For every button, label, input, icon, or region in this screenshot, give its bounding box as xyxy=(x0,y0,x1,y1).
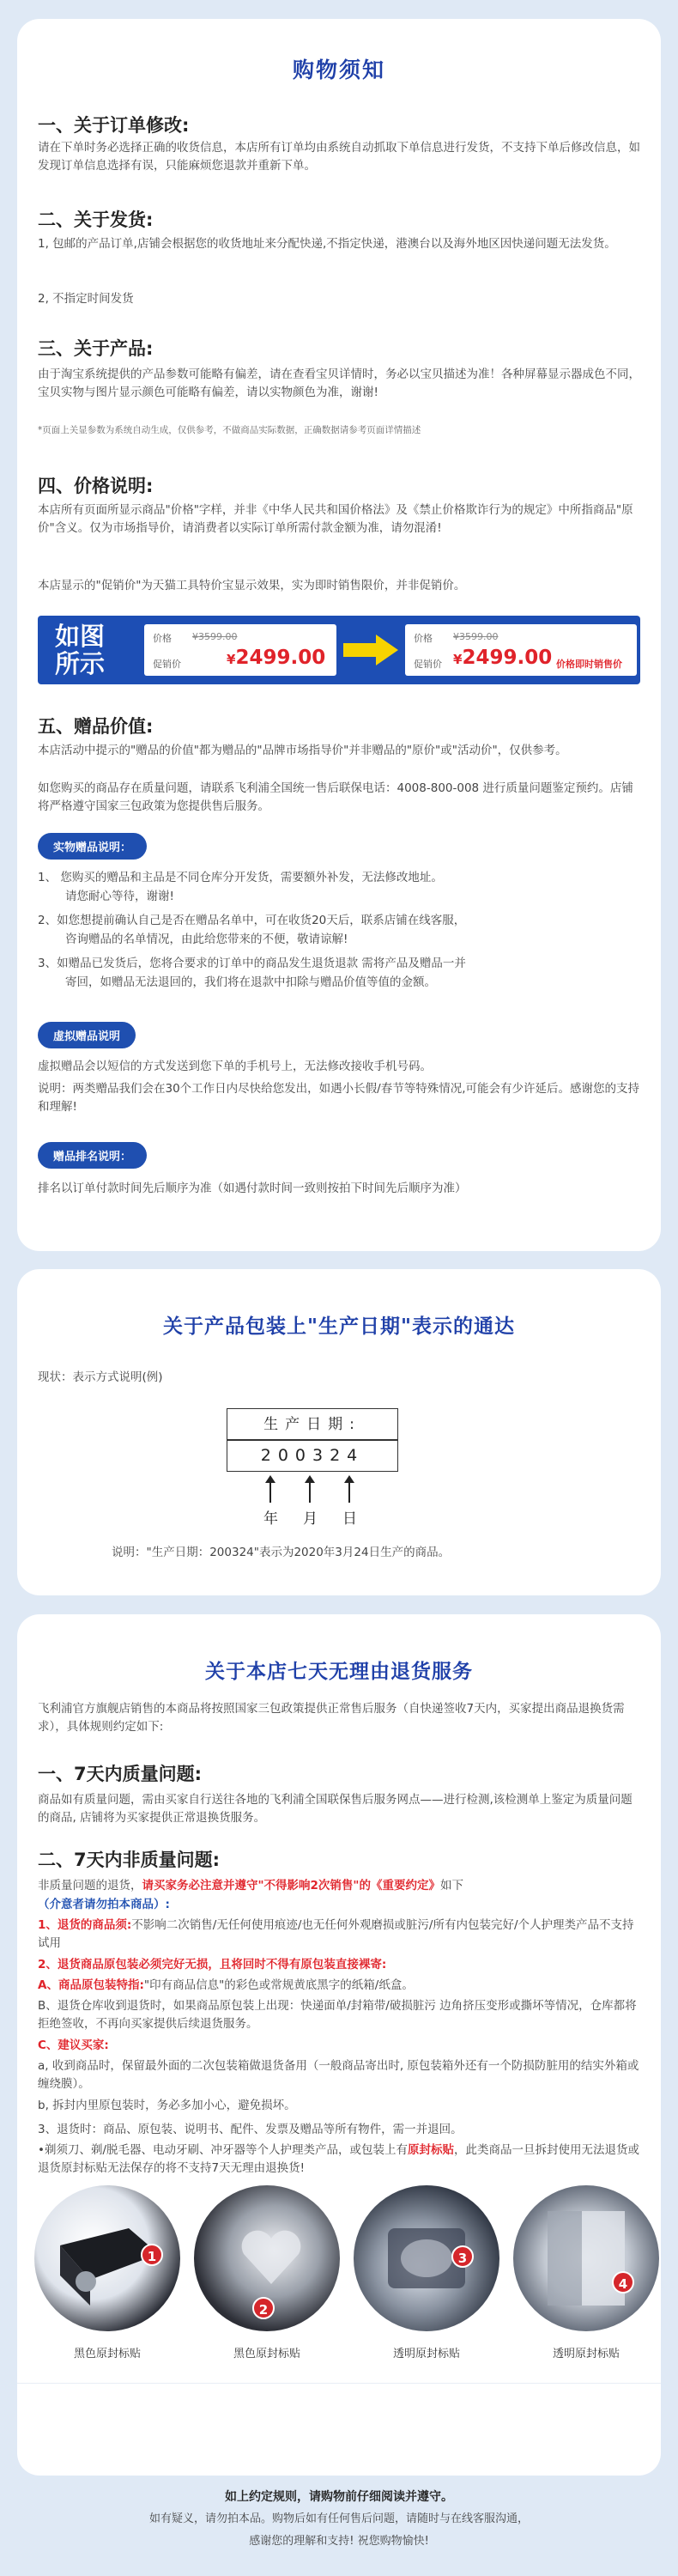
physical-gift-pill: 实物赠品说明： xyxy=(38,833,147,860)
rule-c-b: b, 拆封内里原包装时，务必多加小心，避免损坏。 xyxy=(38,2099,296,2112)
rule-b: B、退货仓库收到退货时，如果商品原包装上出现：快递面单/封箱带/破损脏污 边角挤压变形或撕坏等情况，仓库都将拒绝签收，不再向买家提供后续退货服务。 xyxy=(38,1999,637,2031)
promo-label-2: 促销价 xyxy=(414,659,442,670)
non-quality-heading: 二、7天内非质量问题: xyxy=(38,1850,221,1870)
physical-gift-line-3: 3、如赠品已发货后，您将合要求的订单中的商品发生退货退款 需将产品及赠品一并 xyxy=(38,957,466,970)
day-label: 日 xyxy=(342,1510,357,1528)
production-date-label-box: 生产日期: xyxy=(227,1408,398,1441)
month-label: 月 xyxy=(303,1510,318,1528)
physical-gift-line-1: 1、 您购买的赠品和主品是不同仓库分开发货，需要额外补发，无法修改地址。 xyxy=(38,871,443,884)
production-date-explain: 说明："生产日期：200324"表示为2020年3月24日生产的商品。 xyxy=(112,1546,451,1559)
promo-label: 促销价 xyxy=(153,659,181,670)
physical-gift-line-2b: 咨询赠品的名单情况，由此给您带来的不便，敬请谅解! xyxy=(65,933,348,946)
shipping-line-2: 2, 不指定时间发货 xyxy=(38,292,134,306)
banner-big-text: 如图所示 xyxy=(54,622,105,678)
production-date-title: 关于产品包装上"生产日期"表示的通达 xyxy=(163,1315,515,1338)
seal-photo-4 xyxy=(513,2185,659,2331)
price-heading: 四、价格说明: xyxy=(38,476,154,496)
photo-caption-4: 透明原封标贴 xyxy=(552,2348,620,2360)
production-date-value-box: 200324 xyxy=(227,1439,398,1472)
shipping-heading: 二、关于发货: xyxy=(38,210,154,230)
quality-issue-heading: 一、7天内质量问题: xyxy=(38,1764,203,1784)
product-body: 由于淘宝系统提供的产品参数可能略有偏差，请在查看宝贝详情时，务必以宝贝描述为准！各种屏幕显示器成色不同，宝贝实物与图片显示颜色可能略有偏差，请以实物颜色为准，谢谢! xyxy=(38,368,640,399)
photo-caption-3: 透明原封标贴 xyxy=(392,2348,460,2360)
returns-intro: 飞利浦官方旗舰店销售的本商品将按照国家三包政策提供正常售后服务（自快递签收7天内，买家提出商品退换货需求），具体规则约定如下: xyxy=(38,1702,625,1734)
transparent-seal-edge-icon xyxy=(539,2202,633,2314)
gift-value-body-1: 本店活动中提示的"赠品的价值"都为赠品的"品牌市场指导价"并非赠品的"原价"或"活动价"，仅供参考。 xyxy=(38,744,567,757)
physical-gift-line-1b: 请您耐心等待，谢谢! xyxy=(65,890,174,903)
rule-a: A、商品原包装特指:"印有商品信息"的彩色或常规黄底黑字的纸箱/纸盒。 xyxy=(38,1978,414,1992)
gift-ranking-pill: 赠品排名说明： xyxy=(38,1142,147,1169)
notice-title: 购物须知 xyxy=(292,58,385,82)
photo-number-4: 4 xyxy=(612,2271,634,2293)
seal-photo-3 xyxy=(354,2185,499,2331)
photo-number-2: 2 xyxy=(252,2297,275,2319)
promo-price-2: ¥2499.00 xyxy=(453,647,553,669)
rule-3: 3、退货时：商品、原包装、说明书、配件、发票及赠品等所有物件，需一并退回。 xyxy=(38,2123,463,2136)
photo-caption-2: 黑色原封标贴 xyxy=(233,2348,300,2360)
heart-box-icon xyxy=(237,2228,306,2288)
orig-price: ¥3599.00 xyxy=(192,631,238,642)
photo-number-3: 3 xyxy=(451,2245,474,2268)
order-modification-body: 请在下单时务必选择正确的收货信息，本店所有订单均由系统自动抓取下单信息进行发货，不支持下单后修改信息，如发现订单信息选择有误，只能麻烦您退款并重新下单。 xyxy=(38,141,640,173)
day-arrow xyxy=(348,1482,350,1503)
non-quality-intro: 非质量问题的退货，请买家务必注意并遵守"不得影响2次销售"的《重要约定》如下 xyxy=(38,1879,463,1893)
photo-caption-1: 黑色原封标贴 xyxy=(73,2348,141,2360)
rule-c-a: a, 收到商品时，保留最外面的二次包装箱做退货备用（一般商品寄出时, 原包装箱外还有一个防损防脏用的结实外箱或缠绕膜）。 xyxy=(38,2059,639,2091)
price-box-left xyxy=(144,624,336,676)
virtual-gift-line-1: 虚拟赠品会以短信的方式发送到您下单的手机号上，无法修改接收手机号码。 xyxy=(38,1060,432,1073)
gift-value-body-2: 如您购买的商品存在质量问题，请联系飞利浦全国统一售后联保电话：4008-800-008 进行质量问题鉴定预约。店铺将严格遵守国家三包政策为您提供售后服务。 xyxy=(38,781,633,813)
footer xyxy=(0,2486,678,2553)
price-body-2: 本店显示的"促销价"为天猫工具特价宝显示效果，实为即时销售限价，并非促销价。 xyxy=(38,579,466,592)
returns-title: 关于本店七天无理由退货服务 xyxy=(205,1661,473,1683)
month-arrow xyxy=(309,1482,311,1503)
rule-1: 1、退货的商品须:不影响二次销售/无任何使用痕迹/也无任何外观磨损或脏污/所有内包装完好/个人护理类产品不支持试用 xyxy=(38,1918,634,1950)
quality-issue-body: 商品如有质量问题，需由买家自行送往各地的飞利浦全国联保售后服务网点——进行检测,该检测单上鉴定为质量问题的商品, 店铺将为买家提供正常退换货服务。 xyxy=(38,1793,633,1825)
virtual-gift-pill: 虚拟赠品说明 xyxy=(38,1022,136,1048)
footer-line-3: 感谢您的理解和支持! 祝您购物愉快! xyxy=(249,2535,429,2548)
rule-c: C、建议买家: xyxy=(38,2038,109,2052)
gift-value-heading: 五、赠品价值: xyxy=(38,716,154,737)
seal-photo-2 xyxy=(194,2185,340,2331)
returns-card xyxy=(17,1614,661,2476)
order-modification-heading: 一、关于订单修改: xyxy=(38,115,190,136)
instant-price-note: 价格即时销售价 xyxy=(556,659,622,670)
rule-star: •剃须刀、剃/脱毛器、电动牙刷、冲牙器等个人护理类产品，或包装上有原封标贴，此类商品一旦拆封使用无法退货或退货原封标贴无法保存的将不支持7天无理由退换货! xyxy=(38,2143,640,2175)
gift-ranking-line: 排名以订单付款时间先后顺序为准（如遇付款时间一致则按拍下时间先后顺序为准） xyxy=(38,1182,467,1195)
arrow-right-icon xyxy=(343,635,398,665)
footer-line-1: 如上约定规则，请购物前仔细阅读并遵守。 xyxy=(225,2490,453,2504)
non-quality-photo-note: （介意者请勿拍本商品）: xyxy=(38,1898,170,1911)
shipping-line-1: 1, 包邮的产品订单,店铺会根据您的收货地址来分配快递,不指定快递，港澳台以及海外地区因快递问题无法发货。 xyxy=(38,237,616,251)
footer-divider xyxy=(17,2383,661,2384)
physical-gift-line-3b: 寄回，如赠品无法退回的，我们将在退款中扣除与赠品价值等值的金额。 xyxy=(65,975,436,989)
footer-line-2: 如有疑义，请勿拍本品。购物后如有任何售后问题，请随时与在线客服沟通， xyxy=(148,2512,529,2525)
physical-gift-line-2: 2、如您想提前确认自己是否在赠品名单中，可在收货20天后，联系店铺在线客服， xyxy=(38,914,466,927)
price-box-right xyxy=(405,624,637,676)
product-heading: 三、关于产品: xyxy=(38,338,154,359)
production-date-card xyxy=(17,1269,661,1595)
photo-number-1: 1 xyxy=(141,2244,163,2266)
price-example-banner xyxy=(38,616,640,684)
year-label: 年 xyxy=(263,1510,278,1528)
production-date-status: 现状：表示方式说明(例) xyxy=(38,1370,163,1384)
price-label-2: 价格 xyxy=(414,633,433,644)
price-body-1: 本店所有页面所显示商品"价格"字样，并非《中华人民共和国价格法》及《禁止价格欺诈行为的规定》中所指商品"原价"含义。仅为市场指导价，请消费者以实际订单所需付款金额为准，请勿混淆! xyxy=(38,503,633,535)
product-note: *页面上关显参数为系统自动生成，仅供参考，不做商品实际数据，正确数据请参考页面详情描述 xyxy=(38,425,421,435)
shopping-notice-card xyxy=(17,19,661,1251)
rule-2: 2、退货商品原包装必须完好无损，且将回时不得有原包装直接裸寄: xyxy=(38,1958,387,1971)
orig-price-2: ¥3599.00 xyxy=(453,631,499,642)
seal-photo-1 xyxy=(34,2185,180,2331)
price-label: 价格 xyxy=(153,633,172,644)
virtual-gift-line-2: 说明：两类赠品我们会在30个工作日内尽快给您发出，如遇小长假/春节等特殊情况,可能会有少许延后。感谢您的支持和理解! xyxy=(38,1082,640,1114)
promo-price: ¥2499.00 xyxy=(227,647,326,669)
year-arrow xyxy=(269,1482,271,1503)
